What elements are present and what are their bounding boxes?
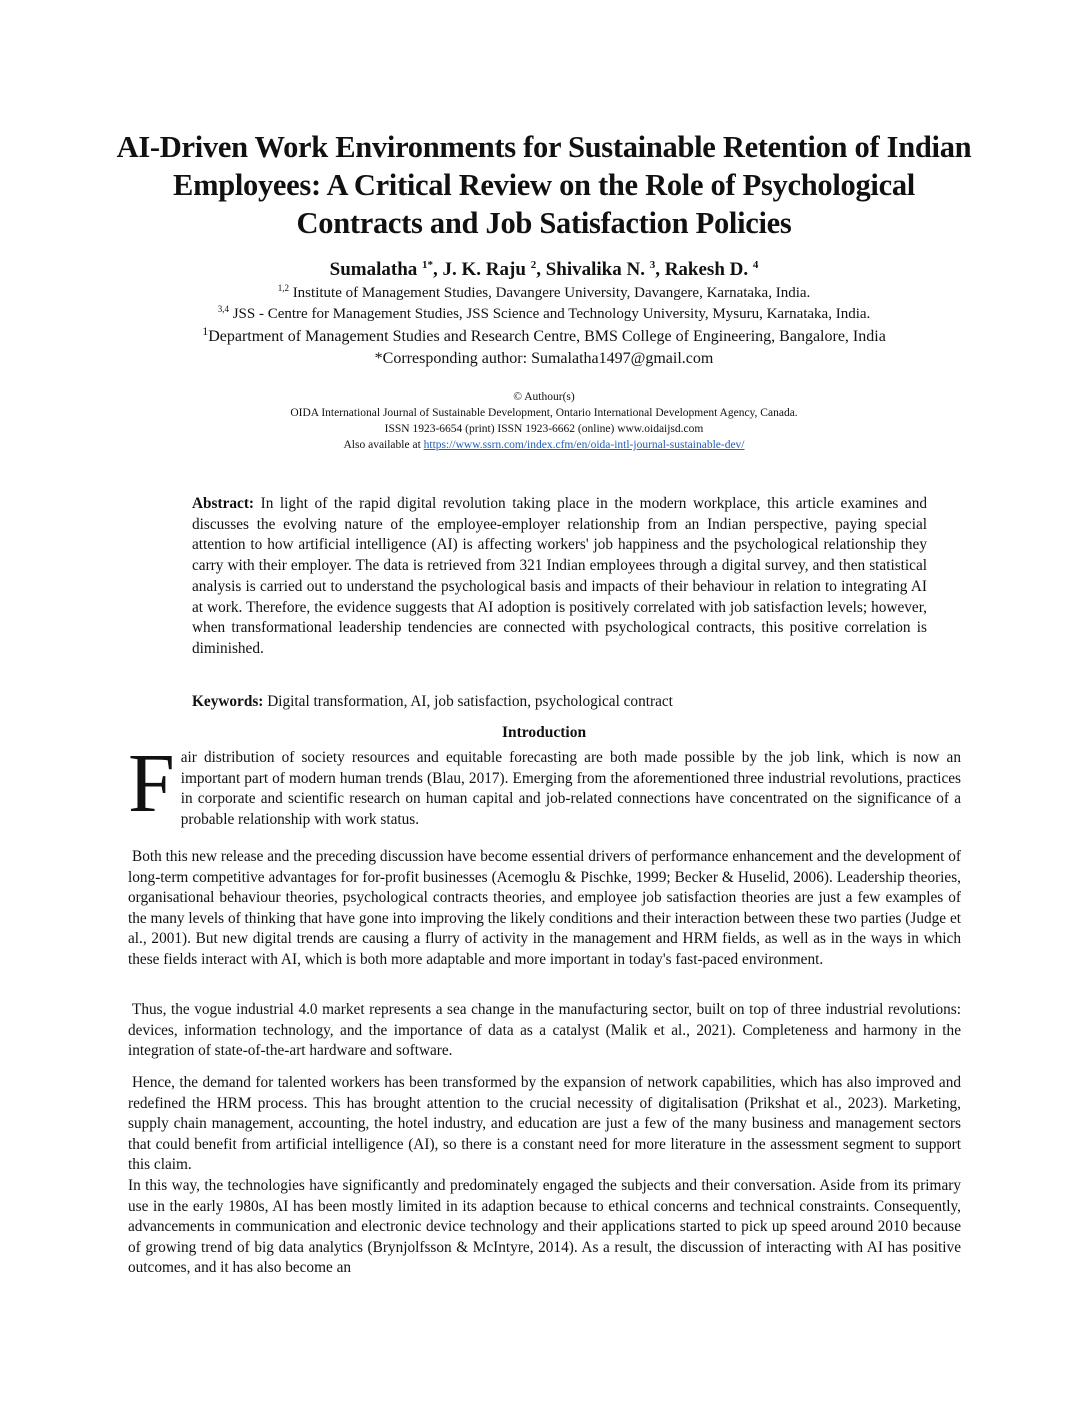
author-affil-mark: 1*: [422, 259, 434, 271]
keywords-label: Keywords:: [192, 693, 264, 710]
intro-paragraph: Fair distribution of society resources and equitable forecasting are both made possible by the job link, which is now an important part of modern human trends (Blau, 2017). Emerging from the aforementioned three industrial revolutions, practices in corporate and scientific research on human capital and job-related connections have concentrated on the significance of a probable relationship with work status.: [128, 737, 961, 830]
author-affil-mark: 3: [649, 259, 656, 271]
paper-title: AI-Driven Work Environments for Sustainable Retention of Indian Employees: A Critical Review on the Role of Psychological Contracts and Job Satisfaction Policies: [116, 130, 972, 240]
publication-meta: [110, 389, 978, 453]
author-affil-mark: 4: [752, 259, 759, 271]
author-name: J. K. Raju: [442, 259, 526, 280]
corresponding-author: *Corresponding author: Sumalatha1497@gmail.com: [374, 350, 714, 367]
affiliation: [110, 283, 978, 303]
abstract-label: Abstract:: [192, 495, 255, 512]
intro-paragraph: Both this new release and the preceding discussion have become essential drivers of performance enhancement and the development of long-term competitive advantages for for-profit businesses (Acemoglu & Pischke, 1999; Becker & Huselid, 2006). Leadership theories, organisational behaviour theories, psychological contracts theories, and employee job satisfaction theories are just a few examples of the many levels of thinking that have gone into improving the likely conditions and their interaction between these two parties (Judge et al., 2001). But new digital trends are causing a flurry of activity in the management and HRM fields, as well as in the ways in which these fields interact with AI, which is both more adaptable and more important in today's fast-paced environment.: [128, 848, 961, 968]
journal-line: OIDA International Journal of Sustainable Development, Ontario International Development Agency, Canada.: [290, 407, 798, 419]
drop-cap: F: [128, 737, 175, 830]
ssrn-link[interactable]: https://www.ssrn.com/index.cfm/en/oida-intl-journal-sustainable-dev/: [423, 439, 745, 451]
keywords: [192, 692, 927, 712]
issn-line: ISSN 1923-6654 (print) ISSN 1923-6662 (online) www.oidaijsd.com: [384, 423, 704, 435]
availability-line: Also available at https://www.ssrn.com/index.cfm/en/oida-intl-journal-sustainable-dev/: [343, 439, 745, 451]
affiliation: [110, 324, 978, 347]
author-name: Shivalika N.: [545, 259, 645, 280]
affil-text: Department of Management Studies and Research Centre, BMS College of Engineering, Bangalore, India: [208, 328, 886, 345]
intro-paragraph: Thus, the vogue industrial 4.0 market represents a sea change in the manufacturing sector, built on top of three industrial revolutions: devices, information technology, and the importance of data as a catalyst (Malik et al., 2021). Completeness and harmony in the integration of state-of-the-art hardware and software.: [128, 1001, 961, 1060]
affil-mark: 1: [202, 324, 209, 338]
affil-mark: 1,2: [277, 283, 289, 293]
affil-text: JSS - Centre for Management Studies, JSS Science and Technology University, Mysuru, Karnataka, India.: [232, 306, 871, 322]
abstract: [192, 494, 927, 660]
author-name: Rakesh D.: [664, 259, 749, 280]
section-heading-introduction: Introduction: [501, 724, 587, 741]
affil-mark: 3,4: [217, 304, 229, 314]
author-name: Sumalatha: [329, 259, 418, 280]
copyright-line: © Authour(s): [513, 391, 575, 403]
author-list: Sumalatha $^{1*}$, J. K. Raju $^2$, Shivalika N. $^3$, Rakesh D. $^4$: [329, 259, 759, 280]
author-affil-mark: 2: [530, 259, 537, 271]
affiliation: [110, 304, 978, 324]
abstract-text: In light of the rapid digital revolution taking place in the modern workplace, this article examines and discusses the evolving nature of the employee-employer relationship from an Indian perspective, paying special attention to how artificial intelligence (AI) is affecting workers' job happiness and the psychological relationship they carry with their employer. The data is retrieved from 321 Indian employees through a digital survey, and then statistical analysis is carried out to understand the psychological basis and impacts of their behaviour in relation to integrating AI at work. Therefore, the evidence suggests that AI adoption is positively correlated with job satisfaction levels; however, when transformational leadership tendencies are connected with psychological contracts, this positive correlation is diminished.: [192, 495, 927, 657]
intro-paragraph: Hence, the demand for talented workers has been transformed by the expansion of network capabilities, which has also improved and redefined the HRM process. This has brought attention to the crucial necessity of digitalisation (Prikshat et al., 2023). Marketing, supply chain management, accounting, the hotel industry, and education are just a few of the many business and management sectors that could benefit from artificial intelligence (AI), so there is a constant need for more literature in the assessment segment to support this claim. In this way, the technologies have significantly and predominately engaged the subjects and their conversation. Aside from its primary use in the early 1980s, AI has been mostly limited in its adaption because to ethical concerns and technical constraints. Consequently, advancements in communication and electronic device technology and their applications started to pick up speed around 2010 because of growing trend of big data analytics (Brynjolfsson & McIntyre, 2014). As a result, the discussion of interacting with AI has positive outcomes, and it has also become an: [128, 1074, 961, 1277]
keywords-text: Digital transformation, AI, job satisfaction, psychological contract: [263, 693, 673, 710]
affil-text: Institute of Management Studies, Davangere University, Davangere, Karnataka, India.: [292, 285, 811, 301]
